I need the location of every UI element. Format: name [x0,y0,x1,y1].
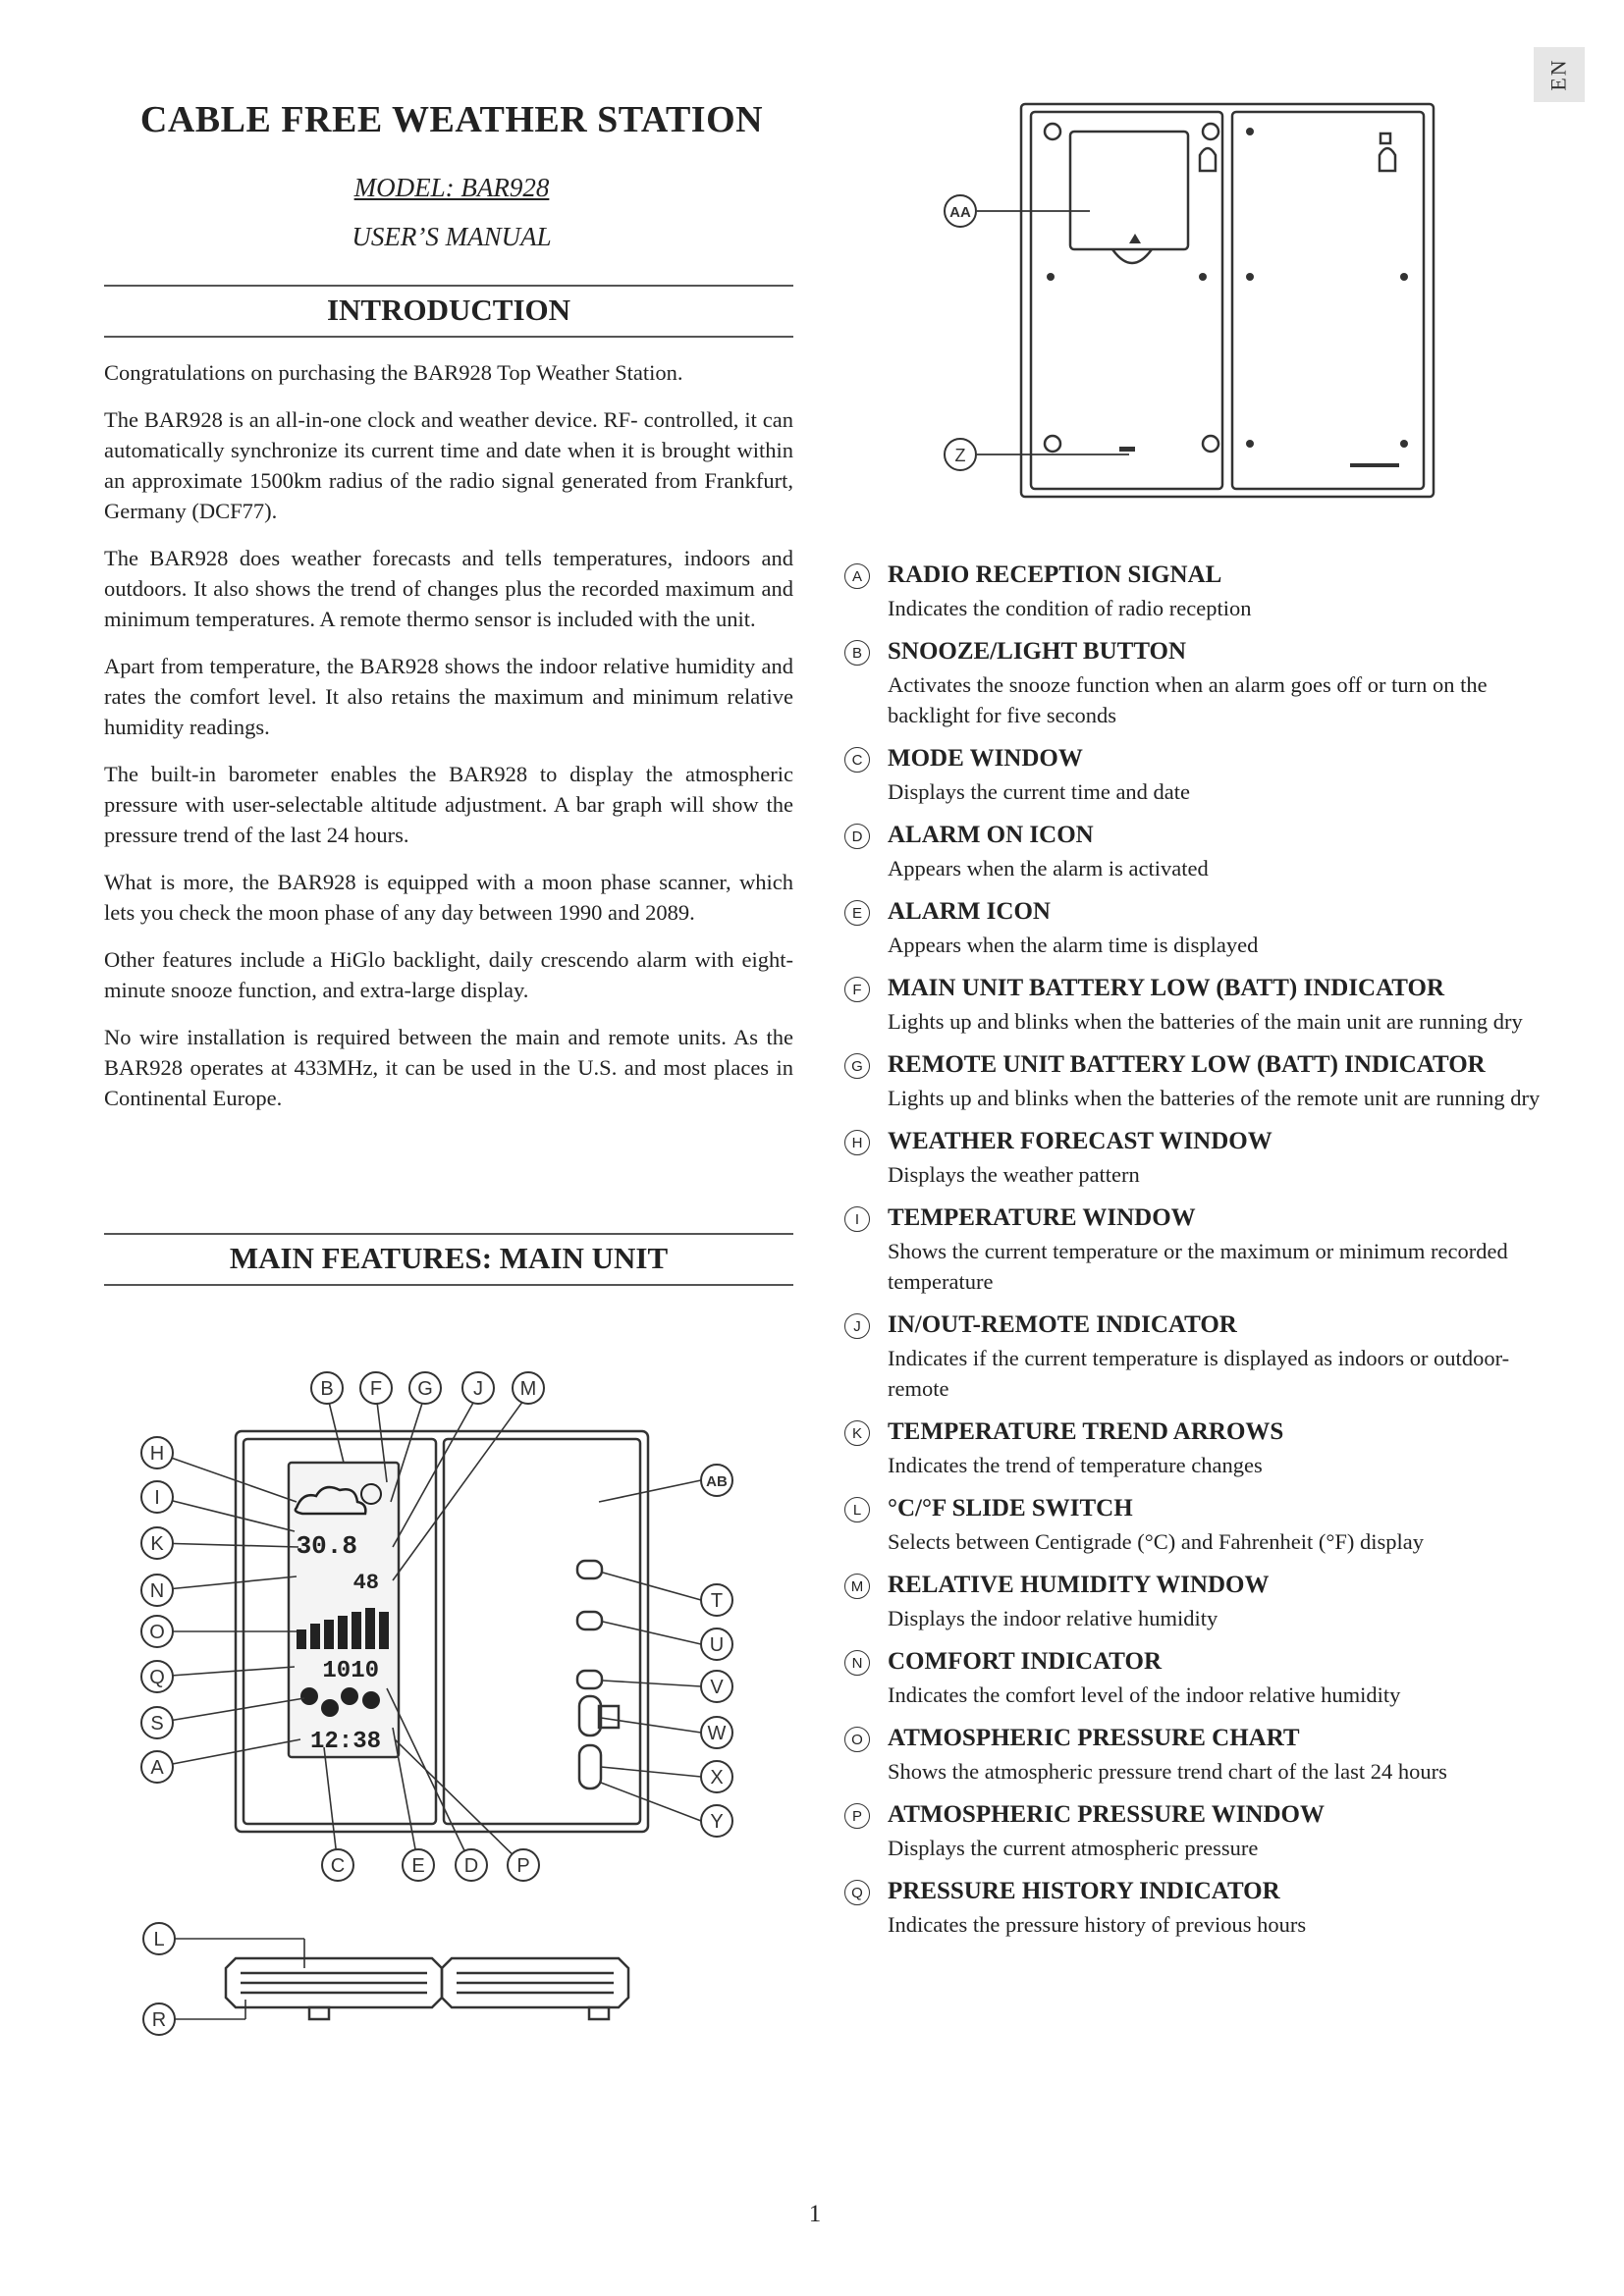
callout-l [143,1923,175,1954]
manual-subtitle: USER’S MANUAL [352,222,552,251]
feature-title: COMFORT INDICATOR [888,1648,1163,1675]
model-subtitle: MODEL: BAR928 [353,173,550,202]
callout-d [456,1849,487,1881]
callout-w [701,1717,732,1748]
callout-s [141,1707,173,1738]
feature-letter: Q [844,1880,870,1905]
lcd-time: 12:38 [309,1729,381,1755]
feature-description: Indicates the comfort level of the indoor relative humidity [888,1682,1401,1707]
callout-m [513,1372,544,1404]
feature-description: Indicates the pressure history of previous hours [888,1912,1307,1937]
callout-q [141,1661,173,1692]
lcd-pressure: 1010 [322,1658,379,1684]
callout-e [403,1849,434,1881]
feature-description: Appears when the alarm time is displayed [888,933,1259,957]
feature-description: Indicates the condition of radio reception [888,596,1252,620]
feature-description: Activates the snooze function when an alarm goes off or turn on the backlight for five seconds [888,672,1488,727]
callout-i [141,1481,173,1513]
callout-a [141,1751,173,1783]
callout-d-text: D [463,1855,479,1877]
feature-title: IN/OUT-REMOTE INDICATOR [888,1311,1237,1338]
callout-c-text: C [330,1855,346,1877]
callout-p [508,1849,539,1881]
feature-description: Selects between Centigrade (°C) and Fahrenheit (°F) display [888,1529,1424,1554]
intro-paragraph: No wire installation is required between the main and remote units. As the BAR928 operates at 433MHz, it can be used in the U.S. and most places in Continental Europe. [104,1025,793,1110]
feature-description: Shows the atmospheric pressure trend chart of the last 24 hours [888,1759,1447,1784]
callout-ab-text: AB [706,1473,728,1490]
feature-letter: O [844,1727,870,1752]
intro-paragraph: What is more, the BAR928 is equipped with a moon phase scanner, which lets you check the moon phase of any day between 1990 and 2089. [104,870,793,925]
callout-b [311,1372,343,1404]
callout-g-text: G [417,1378,433,1400]
feature-letter: P [844,1803,870,1829]
back-label-z-text: Z [954,446,966,465]
page-number: 1 [808,2201,822,2227]
main-unit-illustration [128,1355,756,1904]
feature-letter: L [844,1497,870,1522]
callout-w-text: W [707,1723,727,1744]
feature-item [840,1799,1547,1863]
feature-description: Lights up and blinks when the batteries of the main unit are running dry [888,1009,1523,1034]
callout-ab [701,1465,732,1496]
feature-title: TEMPERATURE TREND ARROWS [888,1418,1284,1445]
feature-letter: C [844,747,870,773]
feature-title: PRESSURE HISTORY INDICATOR [888,1878,1280,1904]
callout-k [141,1527,173,1559]
callout-r [143,2003,175,2035]
callout-h [141,1437,173,1468]
feature-description: Displays the current atmospheric pressure [888,1836,1259,1860]
feature-title: MAIN UNIT BATTERY LOW (BATT) INDICATOR [888,975,1445,1001]
feature-letter: M [844,1574,870,1599]
feature-letter: E [844,900,870,926]
feature-title: SNOOZE/LIGHT BUTTON [888,638,1187,665]
callout-e-text: E [411,1855,425,1877]
callout-y [701,1805,732,1837]
feature-title: RADIO RECEPTION SIGNAL [888,561,1222,588]
lcd-temperature: 30.8 [296,1531,357,1561]
side-view-illustration [128,1909,677,2047]
callout-k-text: K [150,1533,164,1555]
callout-x [701,1761,732,1792]
back-label-z [945,439,976,470]
callout-p-text: P [516,1855,530,1877]
callout-u-text: U [709,1634,725,1656]
feature-item [840,636,1547,730]
feature-title: ATMOSPHERIC PRESSURE CHART [888,1725,1300,1751]
intro-paragraph: The BAR928 is an all-in-one clock and weather device. RF- controlled, it can automatically synchronize its current time and date when it is brought within an approximate 1500km radius of the radio signal generated from Frankfurt, Germany (DCF77). [104,407,793,523]
intro-paragraph: Congratulations on purchasing the BAR928 Top Weather Station. [104,360,683,385]
callout-h-text: H [149,1443,165,1465]
feature-description: Displays the indoor relative humidity [888,1606,1218,1630]
feature-title: MODE WINDOW [888,745,1083,772]
callout-t-text: T [710,1590,724,1612]
feature-title: ALARM ICON [888,898,1051,925]
language-label: EN [1545,58,1571,91]
feature-description: Displays the weather pattern [888,1162,1140,1187]
back-label-aa [945,195,976,227]
feature-title: RELATIVE HUMIDITY WINDOW [888,1572,1270,1598]
callout-i-text: I [154,1487,160,1509]
feature-letter: I [844,1206,870,1232]
feature-item [840,1646,1547,1710]
feature-title: TEMPERATURE WINDOW [888,1204,1196,1231]
callout-l-text: L [153,1929,165,1950]
feature-item [840,820,1547,883]
feature-letter: B [844,640,870,666]
lcd-humidity: 48 [352,1571,379,1595]
intro-paragraph: Apart from temperature, the BAR928 shows the indoor relative humidity and rates the comfort level. It also retains the maximum and minimum relative humidity readings. [104,654,793,739]
feature-letter: A [844,563,870,589]
callout-o [141,1616,173,1647]
callout-n [141,1575,173,1606]
back-view-illustration [903,98,1453,510]
feature-item [840,560,1547,623]
feature-description: Appears when the alarm is activated [888,856,1209,881]
feature-description: Indicates the trend of temperature changes [888,1453,1263,1477]
intro-paragraph: Other features include a HiGlo backlight, daily crescendo alarm with eight-minute snooze function, and extra-large display. [104,947,793,1002]
feature-letter: K [844,1420,870,1446]
feature-item [840,1493,1547,1557]
feature-item [840,1416,1547,1480]
callout-b-text: B [320,1378,334,1400]
callout-m-text: M [519,1378,537,1400]
feature-item [840,896,1547,960]
callout-v [701,1671,732,1702]
lcd-display [291,1465,397,1755]
callout-f [360,1372,392,1404]
feature-letter: N [844,1650,870,1676]
callout-u [701,1629,732,1660]
back-label-aa-text: AA [949,204,971,221]
feature-letter: F [844,977,870,1002]
feature-item [840,1876,1547,1940]
feature-item [840,1570,1547,1633]
feature-letter: H [844,1130,870,1155]
callout-f-text: F [369,1378,383,1400]
feature-description: Lights up and blinks when the batteries of the remote unit are running dry [888,1086,1541,1110]
callout-j-text: J [473,1378,483,1400]
callout-o-text: O [149,1622,165,1643]
feature-item [840,1723,1547,1787]
feature-item [840,1126,1547,1190]
callout-t [701,1584,732,1616]
feature-title: REMOTE UNIT BATTERY LOW (BATT) INDICATOR [888,1051,1486,1078]
callout-v-text: V [710,1677,724,1698]
introduction-body [104,357,793,1130]
intro-paragraph: The built-in barometer enables the BAR928 to display the atmospheric pressure with user-selectable altitude adjustment. A bar graph will show the pressure trend of the last 24 hours. [104,762,793,847]
document-title: CABLE FREE WEATHER STATION [139,99,764,140]
callout-j [462,1372,494,1404]
feature-description: Displays the current time and date [888,779,1191,804]
main-features-heading: MAIN FEATURES: MAIN UNIT [104,1233,793,1286]
introduction-heading: INTRODUCTION [104,285,793,338]
callout-c [322,1849,353,1881]
language-tab [1534,47,1585,102]
intro-paragraph: The BAR928 does weather forecasts and tells temperatures, indoors and outdoors. It also shows the trend of changes plus the recorded maximum and minimum temperatures. A remote thermo sensor is included with the unit. [104,546,793,631]
feature-item [840,743,1547,807]
feature-item [840,1049,1547,1113]
callout-r-text: R [151,2009,167,2031]
feature-title: °C/°F SLIDE SWITCH [888,1495,1133,1522]
callout-s-text: S [150,1713,164,1735]
callout-y-text: Y [710,1811,724,1833]
feature-title: ALARM ON ICON [888,822,1094,848]
feature-letter: D [844,824,870,849]
callout-g [409,1372,441,1404]
feature-description: Shows the current temperature or the maximum or minimum recorded temperature [888,1239,1508,1294]
feature-title: ATMOSPHERIC PRESSURE WINDOW [888,1801,1325,1828]
callout-x-text: X [710,1767,724,1789]
feature-letter: J [844,1313,870,1339]
feature-item [840,1309,1547,1404]
feature-item [840,1202,1547,1297]
feature-title: WEATHER FORECAST WINDOW [888,1128,1272,1154]
callout-a-text: A [150,1757,164,1779]
feature-item [840,973,1547,1037]
feature-description: Indicates if the current temperature is displayed as indoors or outdoor-remote [888,1346,1510,1401]
callout-q-text: Q [149,1667,165,1688]
feature-list [840,560,1547,1952]
feature-letter: G [844,1053,870,1079]
callout-n-text: N [149,1580,165,1602]
